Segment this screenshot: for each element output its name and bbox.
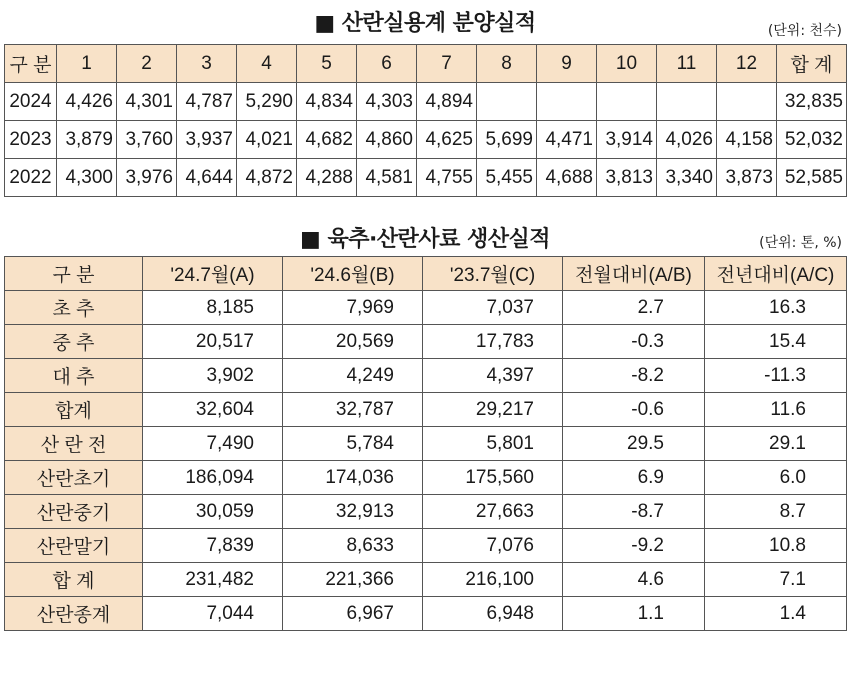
table-cell: 5,455 xyxy=(477,159,537,197)
column-header: 6 xyxy=(357,45,417,83)
table-cell: 7,839 xyxy=(143,529,283,563)
table-cell: 4.6 xyxy=(563,563,705,597)
table-row xyxy=(5,325,847,359)
table-cell: 1.4 xyxy=(705,597,847,631)
table-cell: 3,813 xyxy=(597,159,657,197)
row-year: 2024 xyxy=(5,83,57,121)
table-cell xyxy=(477,83,537,121)
table-row xyxy=(5,83,847,121)
table-cell: 52,585 xyxy=(777,159,847,197)
table-cell: 3,902 xyxy=(143,359,283,393)
table-cell: 4,426 xyxy=(57,83,117,121)
table-cell: 7.1 xyxy=(705,563,847,597)
table-cell: 174,036 xyxy=(283,461,423,495)
table-cell xyxy=(657,83,717,121)
table-cell: 8,185 xyxy=(143,291,283,325)
sales-header-row xyxy=(5,45,847,83)
table-row xyxy=(5,461,847,495)
sales-table-unit: (단위: 천수) xyxy=(767,23,842,39)
column-header: '24.6월(B) xyxy=(283,257,423,291)
column-header: 1 xyxy=(57,45,117,83)
table-cell: 4,787 xyxy=(177,83,237,121)
table-cell: 4,644 xyxy=(177,159,237,197)
table-cell: 231,482 xyxy=(143,563,283,597)
table-cell: 4,834 xyxy=(297,83,357,121)
table-cell: 186,094 xyxy=(143,461,283,495)
table-cell: 3,914 xyxy=(597,121,657,159)
table-cell: 30,059 xyxy=(143,495,283,529)
row-label: 산 란 전 xyxy=(5,427,143,461)
table-cell: 6,967 xyxy=(283,597,423,631)
table-cell: 6.0 xyxy=(705,461,847,495)
table-row xyxy=(5,121,847,159)
row-label: 대 추 xyxy=(5,359,143,393)
table-cell: 216,100 xyxy=(423,563,563,597)
table-cell: 4,397 xyxy=(423,359,563,393)
table-row xyxy=(5,393,847,427)
table-cell xyxy=(717,83,777,121)
table-cell: 8.7 xyxy=(705,495,847,529)
table-cell: 4,581 xyxy=(357,159,417,197)
table-cell: 29,217 xyxy=(423,393,563,427)
row-label: 중 추 xyxy=(5,325,143,359)
column-header: 구 분 xyxy=(5,45,57,83)
table-cell: 2.7 xyxy=(563,291,705,325)
table-cell xyxy=(597,83,657,121)
table-cell: -8.2 xyxy=(563,359,705,393)
column-header: 구 분 xyxy=(5,257,143,291)
table-cell: 1.1 xyxy=(563,597,705,631)
table-cell: 29.1 xyxy=(705,427,847,461)
table-cell: 7,037 xyxy=(423,291,563,325)
table-cell: 6.9 xyxy=(563,461,705,495)
column-header: 8 xyxy=(477,45,537,83)
table-cell: 5,784 xyxy=(283,427,423,461)
table-cell: 29.5 xyxy=(563,427,705,461)
table-cell: 20,569 xyxy=(283,325,423,359)
row-label: 초 추 xyxy=(5,291,143,325)
table-cell: 4,682 xyxy=(297,121,357,159)
table-cell: 32,913 xyxy=(283,495,423,529)
table-cell: 7,490 xyxy=(143,427,283,461)
table-cell: 6,948 xyxy=(423,597,563,631)
column-header: 3 xyxy=(177,45,237,83)
table-cell: 7,076 xyxy=(423,529,563,563)
table-cell: 221,366 xyxy=(283,563,423,597)
table-cell: 4,303 xyxy=(357,83,417,121)
column-header: 7 xyxy=(417,45,477,83)
table-row xyxy=(5,159,847,197)
table-cell: 52,032 xyxy=(777,121,847,159)
table-row xyxy=(5,529,847,563)
table-cell: 15.4 xyxy=(705,325,847,359)
table-cell: 4,872 xyxy=(237,159,297,197)
table-row xyxy=(5,359,847,393)
table-cell: 4,860 xyxy=(357,121,417,159)
table-cell: 3,340 xyxy=(657,159,717,197)
table-row xyxy=(5,495,847,529)
table-cell: -0.6 xyxy=(563,393,705,427)
table-row xyxy=(5,291,847,325)
table-cell: 32,835 xyxy=(777,83,847,121)
row-label: 산란종계 xyxy=(5,597,143,631)
table-cell: -9.2 xyxy=(563,529,705,563)
table-cell: 4,288 xyxy=(297,159,357,197)
table-cell: 4,471 xyxy=(537,121,597,159)
feed-table xyxy=(4,256,847,631)
table-cell: 32,604 xyxy=(143,393,283,427)
table-cell: 4,688 xyxy=(537,159,597,197)
table-cell: 3,937 xyxy=(177,121,237,159)
column-header: 합 계 xyxy=(777,45,847,83)
table-cell: 4,301 xyxy=(117,83,177,121)
table-cell: -11.3 xyxy=(705,359,847,393)
table-cell: 5,801 xyxy=(423,427,563,461)
column-header: 4 xyxy=(237,45,297,83)
table-cell: 4,300 xyxy=(57,159,117,197)
table-cell: 3,873 xyxy=(717,159,777,197)
table-cell: 11.6 xyxy=(705,393,847,427)
row-label: 산란중기 xyxy=(5,495,143,529)
table-cell: 27,663 xyxy=(423,495,563,529)
table-row xyxy=(5,427,847,461)
table-row xyxy=(5,597,847,631)
table-cell: 32,787 xyxy=(283,393,423,427)
column-header: '23.7월(C) xyxy=(423,257,563,291)
table-cell: 17,783 xyxy=(423,325,563,359)
table-cell xyxy=(537,83,597,121)
table-cell: 4,026 xyxy=(657,121,717,159)
column-header: 전년대비(A/C) xyxy=(705,257,847,291)
table-cell: 7,044 xyxy=(143,597,283,631)
column-header: 5 xyxy=(297,45,357,83)
table-cell: 16.3 xyxy=(705,291,847,325)
table-cell: 7,969 xyxy=(283,291,423,325)
table-cell: 4,625 xyxy=(417,121,477,159)
column-header: 9 xyxy=(537,45,597,83)
row-year: 2023 xyxy=(5,121,57,159)
row-label: 합계 xyxy=(5,393,143,427)
table-cell: 4,021 xyxy=(237,121,297,159)
table-cell: 175,560 xyxy=(423,461,563,495)
table-cell: 8,633 xyxy=(283,529,423,563)
table-cell: 3,976 xyxy=(117,159,177,197)
column-header: 2 xyxy=(117,45,177,83)
sales-table-title: ■ 산란실용계 분양실적 xyxy=(314,11,536,36)
table-cell: -0.3 xyxy=(563,325,705,359)
column-header: 10 xyxy=(597,45,657,83)
column-header: 11 xyxy=(657,45,717,83)
table-cell: 5,290 xyxy=(237,83,297,121)
table-cell: 10.8 xyxy=(705,529,847,563)
sales-table xyxy=(4,44,847,197)
table-cell: 20,517 xyxy=(143,325,283,359)
table-cell: 4,894 xyxy=(417,83,477,121)
table-cell: 5,699 xyxy=(477,121,537,159)
feed-table-title: ■ 육추·산란사료 생산실적 xyxy=(300,227,550,252)
table-cell: -8.7 xyxy=(563,495,705,529)
feed-header-row xyxy=(5,257,847,291)
table-cell: 4,158 xyxy=(717,121,777,159)
column-header: '24.7월(A) xyxy=(143,257,283,291)
column-header: 전월대비(A/B) xyxy=(563,257,705,291)
table-cell: 3,879 xyxy=(57,121,117,159)
row-label: 산란초기 xyxy=(5,461,143,495)
table-cell: 3,760 xyxy=(117,121,177,159)
feed-table-unit: (단위: 톤, %) xyxy=(759,235,842,251)
row-label: 산란말기 xyxy=(5,529,143,563)
row-year: 2022 xyxy=(5,159,57,197)
table-row xyxy=(5,563,847,597)
column-header: 12 xyxy=(717,45,777,83)
table-cell: 4,755 xyxy=(417,159,477,197)
row-label: 합 계 xyxy=(5,563,143,597)
table-cell: 4,249 xyxy=(283,359,423,393)
